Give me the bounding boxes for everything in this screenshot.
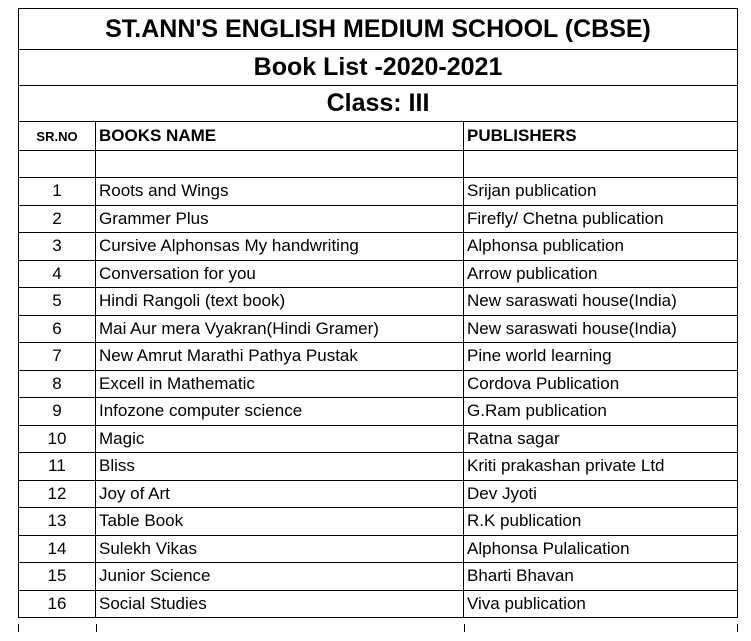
book-name-cell: Table Book (96, 508, 464, 536)
table-row (19, 480, 738, 508)
table-row (19, 398, 738, 426)
table-row (19, 590, 738, 618)
table-row (19, 205, 738, 233)
class-label: Class: III (19, 86, 738, 122)
blank-row (19, 151, 738, 178)
sr-no-cell: 11 (19, 453, 96, 481)
book-name-cell: Bliss (96, 453, 464, 481)
column-divider (464, 624, 465, 632)
sr-no-cell: 1 (19, 178, 96, 206)
publisher-cell: Dev Jyoti (464, 480, 738, 508)
table-row (19, 315, 738, 343)
table-row (19, 343, 738, 371)
sr-no-cell: 2 (19, 205, 96, 233)
book-name-cell: Hindi Rangoli (text book) (96, 288, 464, 316)
book-name-cell: Infozone computer science (96, 398, 464, 426)
table-row (19, 370, 738, 398)
book-name-cell: Magic (96, 425, 464, 453)
table-row (19, 453, 738, 481)
sr-no-cell: 4 (19, 260, 96, 288)
book-name-cell: Cursive Alphonsas My handwriting (96, 233, 464, 261)
column-divider (737, 624, 738, 632)
sr-no-cell: 6 (19, 315, 96, 343)
blank-cell (464, 151, 738, 178)
publisher-cell: Viva publication (464, 590, 738, 618)
publisher-cell: Arrow publication (464, 260, 738, 288)
table-row (19, 508, 738, 536)
table-row (19, 425, 738, 453)
publisher-cell: Firefly/ Chetna publication (464, 205, 738, 233)
sr-no-cell: 15 (19, 563, 96, 591)
publisher-cell: Cordova Publication (464, 370, 738, 398)
publisher-cell: Alphonsa Pulalication (464, 535, 738, 563)
table-row (19, 288, 738, 316)
sr-no-cell: 7 (19, 343, 96, 371)
class-label-row (19, 86, 738, 122)
header-publishers: PUBLISHERS (464, 122, 738, 151)
book-name-cell: Social Studies (96, 590, 464, 618)
publisher-cell: R.K publication (464, 508, 738, 536)
sr-no-cell: 13 (19, 508, 96, 536)
book-name-cell: Joy of Art (96, 480, 464, 508)
publisher-cell: G.Ram publication (464, 398, 738, 426)
book-name-cell: Roots and Wings (96, 178, 464, 206)
publisher-cell: Kriti prakashan private Ltd (464, 453, 738, 481)
sr-no-cell: 9 (19, 398, 96, 426)
publisher-cell: Bharti Bhavan (464, 563, 738, 591)
table-continuation-edge (18, 624, 738, 632)
header-sr-no: SR.NO (19, 122, 96, 151)
publisher-cell: New saraswati house(India) (464, 315, 738, 343)
book-name-cell: Sulekh Vikas (96, 535, 464, 563)
book-name-cell: Mai Aur mera Vyakran(Hindi Gramer) (96, 315, 464, 343)
blank-cell (96, 151, 464, 178)
book-name-cell: Excell in Mathematic (96, 370, 464, 398)
school-name-row (19, 9, 738, 50)
publisher-cell: Ratna sagar (464, 425, 738, 453)
school-name: ST.ANN'S ENGLISH MEDIUM SCHOOL (CBSE) (19, 9, 738, 50)
list-title: Book List -2020-2021 (19, 50, 738, 86)
book-list-sheet (18, 8, 737, 618)
publisher-cell: Pine world learning (464, 343, 738, 371)
header-books-name: BOOKS NAME (96, 122, 464, 151)
sr-no-cell: 5 (19, 288, 96, 316)
sr-no-cell: 16 (19, 590, 96, 618)
book-name-cell: Junior Science (96, 563, 464, 591)
sr-no-cell: 14 (19, 535, 96, 563)
table-row (19, 233, 738, 261)
table-row (19, 563, 738, 591)
publisher-cell: Srijan publication (464, 178, 738, 206)
sr-no-cell: 10 (19, 425, 96, 453)
table-row (19, 260, 738, 288)
sr-no-cell: 12 (19, 480, 96, 508)
book-name-cell: New Amrut Marathi Pathya Pustak (96, 343, 464, 371)
publisher-cell: New saraswati house(India) (464, 288, 738, 316)
list-title-row (19, 50, 738, 86)
column-divider (96, 624, 97, 632)
sr-no-cell: 3 (19, 233, 96, 261)
table-row (19, 178, 738, 206)
book-list-table (18, 8, 738, 618)
sr-no-cell: 8 (19, 370, 96, 398)
table-row (19, 535, 738, 563)
column-header-row (19, 122, 738, 151)
publisher-cell: Alphonsa publication (464, 233, 738, 261)
book-name-cell: Grammer Plus (96, 205, 464, 233)
blank-cell (19, 151, 96, 178)
book-name-cell: Conversation for you (96, 260, 464, 288)
